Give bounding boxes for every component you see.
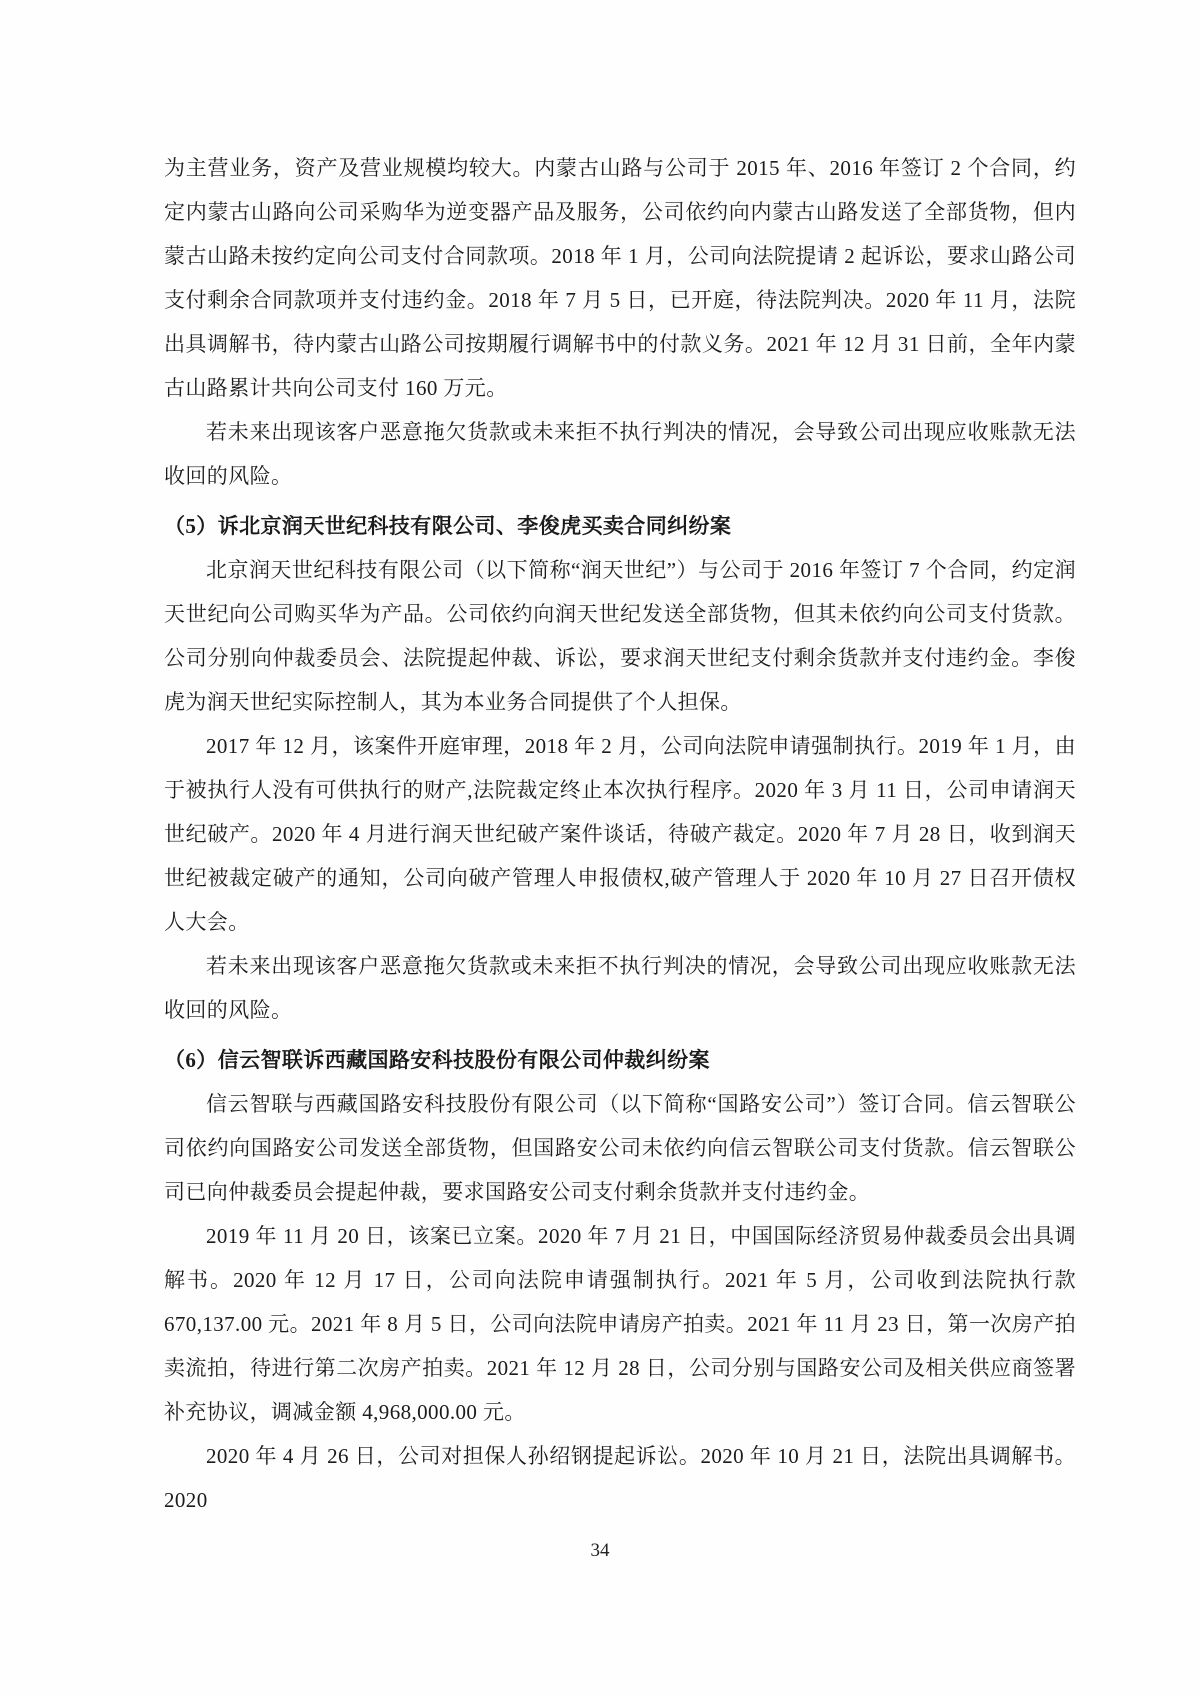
- document-body: [164, 146, 1076, 1522]
- paragraph-guoluan-contract-overview: 信云智联与西藏国路安科技股份有限公司（以下简称“国路安公司”）签订合同。信云智联公司依约向国路安公司发送全部货物，但国路安公司未依约向信云智联公司支付货款。信云智联公司已向仲裁委员会提起仲裁，要求国路安公司支付剩余货款并支付违约金。: [164, 1092, 1076, 1204]
- paragraph-risk-warning-2: 若未来出现该客户恶意拖欠货款或未来拒不执行判决的情况，会导致公司出现应收账款无法收回的风险。: [164, 954, 1076, 1022]
- page-number: 34: [590, 1540, 610, 1561]
- page-footer: [0, 1540, 1200, 1562]
- paragraph-guoluan-case-timeline: 2019 年 11 月 20 日，该案已立案。2020 年 7 月 21 日，中国国际经济贸易仲裁委员会出具调解书。2020 年 12 月 17 日，公司向法院申请强制执行。2021 年 5 月，公司收到法院执行款 670,137.00 元。2021 年 8 月 5 日，公司向法院申请房产拍卖。2021 年 11 月 23 日，第一次房产拍卖流拍，待进行第二次房产拍卖。2021 年 12 月 28 日，公司分别与国路安公司及相关供应商签署补充协议，调减金额 4,968,000.00 元。: [164, 1224, 1076, 1424]
- paragraph-neimenggu-shanlu-status: 为主营业务，资产及营业规模均较大。内蒙古山路与公司于 2015 年、2016 年签订 2 个合同，约定内蒙古山路向公司采购华为逆变器产品及服务，公司依约向内蒙古山路发送了全部货物，但内蒙古山路未按约定向公司支付合同款项。2018 年 1 月，公司向法院提请 2 起诉讼，要求山路公司支付剩余合同款项并支付违约金。2018 年 7 月 5 日，已开庭，待法院判决。2020 年 11 月，法院出具调解书，待内蒙古山路公司按期履行调解书中的付款义务。2021 年 12 月 31 日前，全年内蒙古山路累计共向公司支付 160 万元。: [164, 156, 1076, 400]
- paragraph-guarantor-lawsuit: 2020 年 4 月 26 日，公司对担保人孙绍钢提起诉讼。2020 年 10 月 21 日，法院出具调解书。2020: [164, 1444, 1076, 1512]
- paragraph-runtian-case-timeline: 2017 年 12 月，该案件开庭审理，2018 年 2 月，公司向法院申请强制执行。2019 年 1 月，由于被执行人没有可供执行的财产,法院裁定终止本次执行程序。2020 年 3 月 11 日，公司申请润天世纪破产。2020 年 4 月进行润天世纪破产案件谈话，待破产裁定。2020 年 7 月 28 日，收到润天世纪被裁定破产的通知，公司向破产管理人申报债权,破产管理人于 2020 年 10 月 27 日召开债权人大会。: [164, 734, 1076, 934]
- heading-case-5-runtian-lawsuit: （5）诉北京润天世纪科技有限公司、李俊虎买卖合同纠纷案: [164, 514, 732, 538]
- paragraph-runtian-contract-overview: 北京润天世纪科技有限公司（以下简称“润天世纪”）与公司于 2016 年签订 7 个合同，约定润天世纪向公司购买华为产品。公司依约向润天世纪发送全部货物，但其未依约向公司支付货款。公司分别向仲裁委员会、法院提起仲裁、诉讼，要求润天世纪支付剩余货款并支付违约金。李俊虎为润天世纪实际控制人，其为本业务合同提供了个人担保。: [164, 558, 1076, 714]
- heading-case-6-guoluan-arbitration: （6）信云智联诉西藏国路安科技股份有限公司仲裁纠纷案: [164, 1048, 710, 1072]
- paragraph-risk-warning-1: 若未来出现该客户恶意拖欠货款或未来拒不执行判决的情况，会导致公司出现应收账款无法收回的风险。: [164, 420, 1076, 488]
